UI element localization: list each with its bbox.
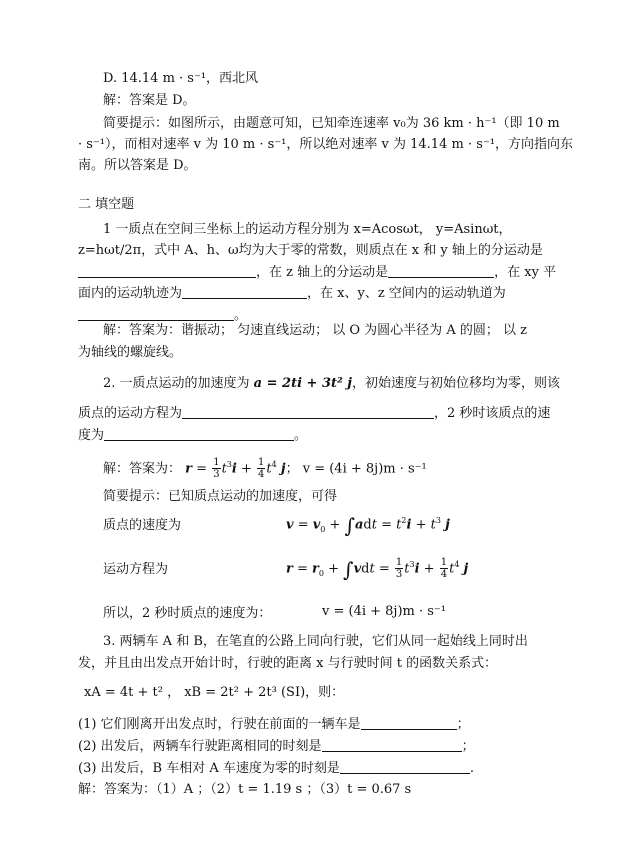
q1-line-1: 1 一质点在空间三坐标上的运动方程分别为 x=Acosωt， y=Asinωt， bbox=[103, 222, 512, 237]
motion-formula: $r = r_0 + \int vdt$ = $\frac{1}{3}$ $t^3i$ + $\frac{1}{4}$ $t^4$ j bbox=[286, 557, 469, 582]
q1-line-2: z=hωt/2π，式中 A、h、ω均为大于零的常数，则质点在 x 和 y 轴上的分运动是 bbox=[78, 243, 543, 258]
q1-line-5: 。 bbox=[78, 307, 247, 325]
q1-answer-2: 为轴线的螺旋线。 bbox=[78, 345, 183, 360]
q2-line-2: 质点的运动方程为 ，2 秒时该质点的速 bbox=[78, 406, 551, 421]
answer-blank[interactable] bbox=[322, 738, 462, 752]
hint-line-2: · s⁻¹），而相对速率 v 为 10 m · s⁻¹，所以绝对速率 v 为 14.14 m · s⁻¹，方向指向东 bbox=[78, 137, 573, 152]
q2-motion-label: 运动方程为 bbox=[103, 562, 169, 577]
q2-line-1: 2. 一质点运动的加速度为 a = 2ti + 3t² j，初始速度与初始位移均为零，则该 bbox=[103, 376, 560, 391]
q2-answer: 解：答案为： r = $\frac{1}{3}$ $t^3i$ + $\frac{1}{4}$ $t^4$ j； v = (4i + 8j)m · s⁻¹ bbox=[103, 457, 427, 481]
velocity-formula: $v = v_0 + \int adt = t^2i + t^3$ j bbox=[286, 513, 450, 538]
answer-blank[interactable] bbox=[78, 307, 234, 321]
q3-item-2: (2) 出发后，两辆车行驶距离相同的时刻是 ； bbox=[78, 739, 475, 754]
answer-blank[interactable] bbox=[388, 264, 494, 278]
q3-line-1: 3. 两辆车 A 和 B，在笔直的公路上同向行驶，它们从同一起始线上同时出 bbox=[103, 634, 528, 649]
answer-blank[interactable] bbox=[104, 427, 294, 441]
answer-blank[interactable] bbox=[340, 760, 470, 774]
q1-answer-1: 解：答案为：谐振动； 匀速直线运动； 以 O 为圆心半径为 A 的圆； 以 z bbox=[103, 323, 527, 338]
q2-result-value: v = (4i + 8j)m · s⁻¹ bbox=[322, 604, 447, 619]
answer-blank[interactable] bbox=[182, 285, 307, 299]
q1-line-4: 面内的运动轨迹为 ，在 x、y、z 空间内的运动轨道为 bbox=[78, 286, 506, 301]
hint-line-1: 简要提示：如图所示，由题意可知，已知牵连速率 v₀为 36 km · h⁻¹（即 10 m bbox=[103, 116, 560, 131]
q2-velocity-label: 质点的速度为 bbox=[103, 518, 182, 533]
q3-answer: 解：答案为：（1）A ；（2）t = 1.19 s ；（3）t = 0.67 s bbox=[78, 782, 412, 797]
q2-hint: 简要提示：已知质点运动的加速度，可得 bbox=[103, 489, 338, 504]
hint-line-3: 南。所以答案是 D。 bbox=[78, 158, 197, 173]
q3-equation: xA = 4t + t² ， xB = 2t² + 2t³ (SI)，则： bbox=[84, 685, 345, 700]
answer-blank[interactable] bbox=[78, 264, 256, 278]
q1-line-3: ，在 z 轴上的分运动是 ，在 xy 平 bbox=[78, 264, 556, 282]
acceleration-formula: a = 2ti + 3t² j bbox=[253, 376, 352, 391]
q2-result-label: 所以，2 秒时质点的速度为： bbox=[103, 606, 272, 621]
q3-line-2: 发，并且由出发点开始计时，行驶的距离 x 与行驶时间 t 的函数关系式： bbox=[78, 656, 498, 671]
section-title: 二 填空题 bbox=[78, 197, 135, 212]
q2-line-3: 度为 。 bbox=[78, 428, 308, 443]
answer-blank[interactable] bbox=[182, 405, 434, 419]
q3-item-1: (1) 它们刚离开出发点时，行驶在前面的一辆车是 ； bbox=[78, 717, 470, 732]
answer-blank[interactable] bbox=[361, 716, 457, 730]
option-d: D. 14.14 m · s⁻¹，西北风 bbox=[103, 71, 259, 86]
q3-item-3: (3) 出发后，B 车相对 A 车速度为零的时刻是 . bbox=[78, 761, 475, 776]
answer-d: 解：答案是 D。 bbox=[103, 93, 196, 108]
answer-velocity: v = (4i + 8j)m · s⁻¹ bbox=[302, 461, 427, 477]
